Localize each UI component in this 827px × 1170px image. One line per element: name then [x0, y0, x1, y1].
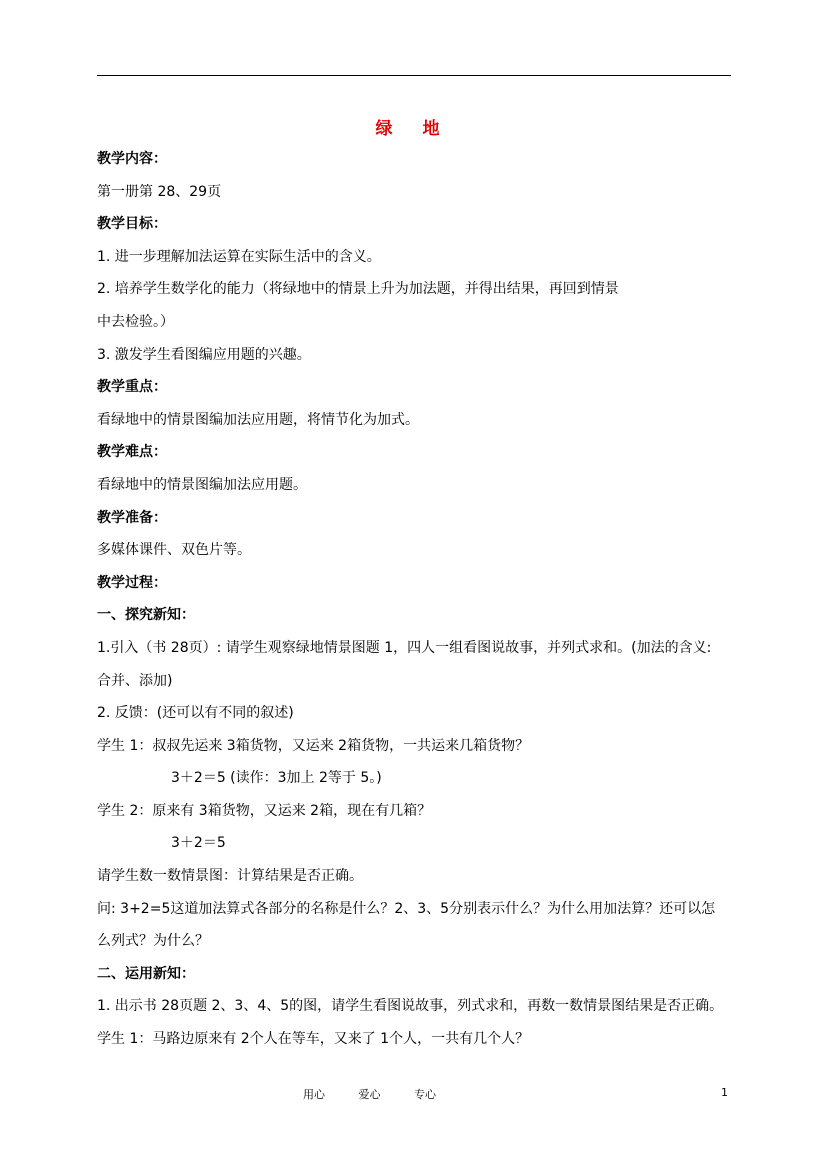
page-title: 绿 地 — [375, 119, 452, 139]
body-line: 1. 进一步理解加法运算在实际生活中的含义。 — [97, 248, 381, 265]
body-line: 中去检验。） — [97, 313, 174, 330]
body-line: 1.引入（书 28页）: 请学生观察绿地情景图题 1，四人一组看图说故事，并列式求和。(加法的含义: — [97, 639, 712, 656]
page-footer — [0, 1086, 827, 1102]
body-line: 1. 出示书 28页题 2、3、4、5的图，请学生看图说故事，列式求和，再数一数情景图结果是否正确。 — [97, 998, 724, 1015]
body-line: 3＋2＝5 — [171, 835, 226, 852]
body-line: 2. 培养学生数学化的能力（将绿地中的情景上升为加法题，并得出结果，再回到情景 — [97, 281, 619, 298]
section-heading: 教学过程： — [97, 574, 167, 591]
section-heading: 教学目标： — [97, 216, 167, 233]
section-heading: 教学难点： — [97, 444, 167, 461]
body-line: 学生 2：原来有 3箱货物，又运来 2箱，现在有几箱？ — [97, 802, 432, 819]
footer-item: 爱心 — [358, 1088, 381, 1101]
body-line: 么列式？为什么？ — [97, 933, 209, 950]
header-rule — [97, 75, 731, 76]
section-heading: 二、运用新知： — [97, 965, 195, 982]
body-line: 3. 激发学生看图编应用题的兴趣。 — [97, 346, 311, 363]
footer-item: 用心 — [303, 1088, 325, 1101]
body-line: 请学生数一数情景图：计算结果是否正确。 — [97, 868, 363, 885]
body-line: 看绿地中的情景图编加法应用题，将情节化为加式。 — [97, 411, 419, 428]
body-line: 2. 反馈：(还可以有不同的叙述) — [97, 705, 294, 722]
section-heading: 教学准备： — [97, 509, 167, 526]
body-line: 看绿地中的情景图编加法应用题。 — [97, 476, 307, 493]
body-line: 合并、添加) — [97, 672, 173, 689]
body-line: 3＋2＝5 (读作：3加上 2等于 5。) — [171, 770, 382, 787]
body-line: 问: 3+2=5这道加法算式各部分的名称是什么？2、3、5分别表示什么？为什么用加法算？还可以怎 — [97, 900, 716, 917]
document-body — [97, 148, 737, 1061]
footer-item: 专心 — [414, 1088, 436, 1101]
section-heading: 教学内容： — [97, 151, 167, 167]
body-line: 多媒体课件、双色片等。 — [97, 542, 251, 559]
section-heading: 一、探究新知： — [97, 607, 195, 624]
body-line: 学生 1：马路边原来有 2个人在等车，又来了 1个人，一共有几个人？ — [97, 1031, 530, 1048]
body-line: 学生 1：叔叔先运来 3箱货物，又运来 2箱货物，一共运来几箱货物？ — [97, 737, 530, 754]
body-line: 第一册第 28、29页 — [97, 183, 222, 200]
footer-slogan — [303, 1086, 466, 1102]
page-number: 1 — [721, 1086, 728, 1099]
section-heading: 教学重点： — [97, 379, 167, 396]
